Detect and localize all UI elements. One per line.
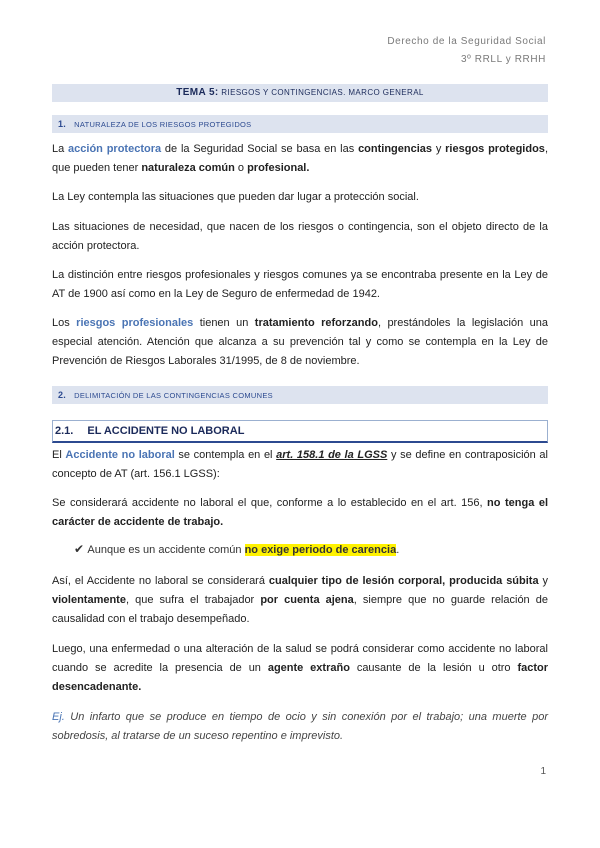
highlighted-text: no exige periodo de carencia [244, 544, 397, 556]
header-course: 3º RRLL y RRHH [460, 54, 546, 65]
section-label: DELIMITACIÓN DE LAS CONTINGENCIAS COMUNES [74, 391, 273, 400]
subsection-number: 2.1. [55, 425, 74, 437]
law-reference: art. 158.1 de la LGSS [276, 449, 388, 461]
example-paragraph: Ej. Un infarto que se produce en tiempo de ocio y sin conexión por el trabajo; una muerte por sobredosis, al tratarse de un suceso repentino e imprevisto. [52, 711, 548, 742]
paragraph-9: Luego, una enfermedad o una alteración de la salud se podrá considerar como accidente no laboral cuando se acredite la presencia de un agente extraño causante de la lesión u otro factor desencadenante. [52, 643, 548, 693]
page-title [52, 84, 548, 102]
title-text: RIESGOS Y CONTINGENCIAS. MARCO GENERAL [221, 88, 424, 97]
paragraph-4: La distinción entre riesgos profesionales y riesgos comunes ya se encontraba presente en la Ley de AT de 1900 así como en la Ley de Seguro de enfermedad de 1942. [52, 269, 548, 300]
checkmark-icon: ✔ [74, 542, 85, 556]
section-number: 2. [58, 390, 67, 400]
title-prefix: TEMA 5: [176, 87, 219, 98]
section-number: 1. [58, 119, 67, 129]
section-label: NATURALEZA DE LOS RIESGOS PROTEGIDOS [74, 120, 252, 129]
example-label: Ej. [52, 711, 65, 723]
section-heading-2 [52, 386, 548, 404]
paragraph-8: Así, el Accidente no laboral se considerará cualquier tipo de lesión corporal, producida súbita y violentamente, que sufra el trabajador por cuenta ajena, siempre que no guarde relación de causalidad con el trabajo desempeñado. [52, 575, 548, 625]
paragraph-3: Las situaciones de necesidad, que nacen de los riesgos o contingencia, son el objeto directo de la acción protectora. [52, 221, 548, 252]
page-number: 1 [540, 766, 546, 777]
paragraph-7: Se considerará accidente no laboral el que, conforme a lo establecido en el art. 156, no tenga el carácter de accidente de trabajo. [52, 497, 548, 528]
subsection-label: EL ACCIDENTE NO LABORAL [87, 425, 245, 437]
paragraph-6: El Accidente no laboral se contempla en el art. 158.1 de la LGSS y se define en contraposición al concepto de AT (art. 156.1 LGSS): [52, 449, 548, 480]
header-subject: Derecho de la Seguridad Social [387, 36, 546, 47]
paragraph-1: La acción protectora de la Seguridad Social se basa en las contingencias y riesgos protegidos, que pueden tener naturaleza común o profesional. [52, 143, 548, 174]
bullet-item: ✔ Aunque es un accidente común no exige periodo de carencia. [74, 542, 400, 556]
paragraph-5: Los riesgos profesionales tienen un tratamiento reforzando, prestándoles la legislación una especial atención. Atención que alcanza a su prevención tal y como se contempla en la Ley de Prevención de Riesgos Laborales 31/1995, de 8 de noviembre. [52, 317, 549, 367]
section-heading-1 [52, 115, 548, 133]
subsection-heading [52, 420, 548, 443]
paragraph-2: La Ley contempla las situaciones que pueden dar lugar a protección social. [52, 191, 419, 203]
